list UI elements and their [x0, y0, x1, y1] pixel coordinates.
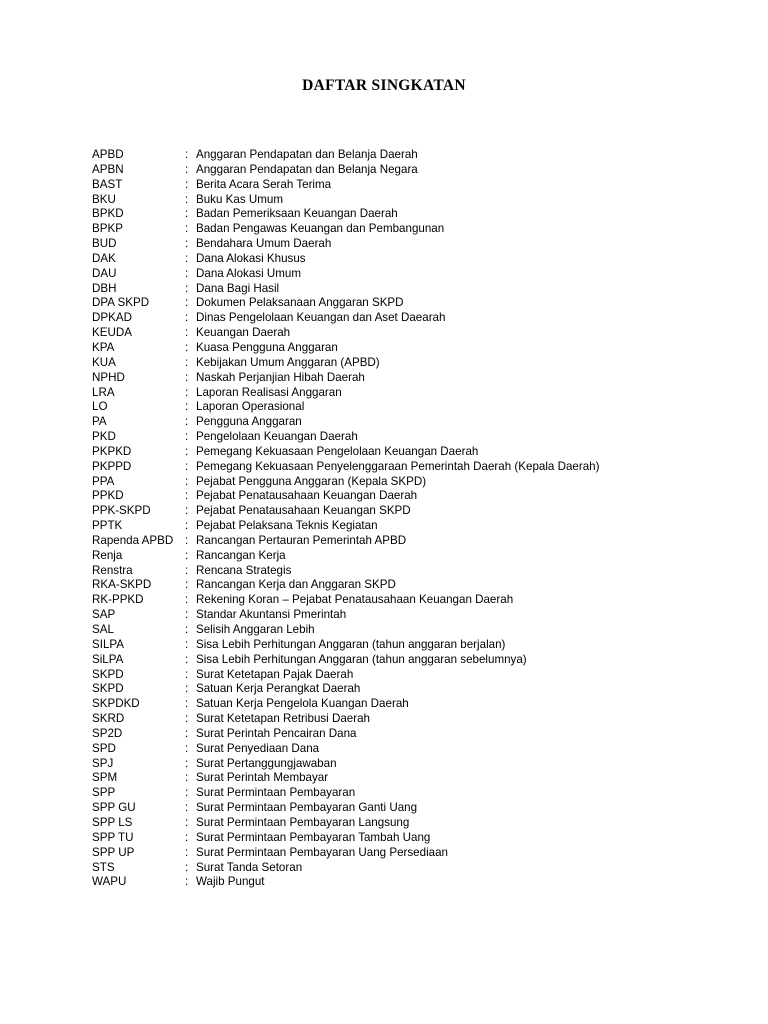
- list-item: [92, 460, 732, 475]
- separator-colon: :: [185, 726, 189, 740]
- list-item: [92, 282, 732, 297]
- abbreviation-definition: Surat Tanda Setoran: [196, 860, 303, 874]
- separator-colon: :: [185, 548, 189, 562]
- list-item: [92, 489, 732, 504]
- separator-colon: :: [185, 400, 189, 414]
- abbreviation-definition: Sisa Lebih Perhitungan Anggaran (tahun anggaran sebelumnya): [196, 652, 527, 666]
- list-item: [92, 757, 732, 772]
- abbreviation-definition: Rekening Koran – Pejabat Penatausahaan Keuangan Daerah: [196, 593, 514, 607]
- list-item: [92, 163, 732, 178]
- abbreviation-definition: Pejabat Penatausahaan Keuangan SKPD: [196, 504, 411, 518]
- abbreviation-term: DBH: [92, 281, 117, 295]
- separator-colon: :: [185, 830, 189, 844]
- separator-colon: :: [185, 326, 189, 340]
- abbreviation-term: SP2D: [92, 726, 123, 740]
- list-item: [92, 875, 732, 890]
- separator-colon: :: [185, 355, 189, 369]
- list-item: [92, 148, 732, 163]
- abbreviation-term: DPKAD: [92, 311, 132, 325]
- abbreviation-definition: Berita Acara Serah Terima: [196, 177, 332, 191]
- separator-colon: :: [185, 415, 189, 429]
- separator-colon: :: [185, 162, 189, 176]
- separator-colon: :: [185, 623, 189, 636]
- abbreviation-term: BPKD: [92, 207, 124, 221]
- abbreviation-definition: Bendahara Umum Daerah: [196, 237, 332, 251]
- abbreviation-definition: Anggaran Pendapatan dan Belanja Negara: [196, 162, 418, 176]
- list-item: [92, 296, 732, 311]
- abbreviation-definition: Naskah Perjanjian Hibah Daerah: [196, 370, 365, 384]
- list-item: [92, 415, 732, 430]
- list-item: [92, 371, 732, 386]
- abbreviation-term: SiLPA: [92, 652, 124, 666]
- abbreviation-term: KUA: [92, 355, 116, 369]
- abbreviation-term: RKA-SKPD: [92, 578, 152, 592]
- abbreviation-definition: Surat Permintaan Pembayaran Ganti Uang: [196, 801, 418, 815]
- separator-colon: :: [185, 385, 189, 399]
- abbreviation-definition: Surat Ketetapan Pajak Daerah: [196, 667, 354, 681]
- abbreviation-definition: Anggaran Pendapatan dan Belanja Daerah: [196, 148, 418, 161]
- abbreviation-term: PPKD: [92, 489, 124, 503]
- list-item: [92, 786, 732, 801]
- abbreviation-term: SPP UP: [92, 845, 135, 859]
- abbreviation-definition: Pejabat Pengguna Anggaran (Kepala SKPD): [196, 474, 427, 488]
- abbreviation-definition: Standar Akuntansi Pmerintah: [196, 608, 347, 622]
- abbreviation-definition: Kebijakan Umum Anggaran (APBD): [196, 355, 380, 369]
- separator-colon: :: [185, 875, 189, 889]
- list-item: [92, 519, 732, 534]
- list-item: [92, 697, 732, 712]
- list-item: [92, 831, 732, 846]
- list-item: [92, 861, 732, 876]
- separator-colon: :: [185, 296, 189, 310]
- abbreviation-definition: Pejabat Pelaksana Teknis Kegiatan: [196, 519, 378, 533]
- list-item: [92, 326, 732, 341]
- list-item: [92, 222, 732, 237]
- list-item: [92, 712, 732, 727]
- abbreviation-definition: Dokumen Pelaksanaan Anggaran SKPD: [196, 296, 404, 310]
- separator-colon: :: [185, 578, 189, 592]
- list-item: [92, 727, 732, 742]
- separator-colon: :: [185, 652, 189, 666]
- abbreviation-definition: Badan Pengawas Keuangan dan Pembangunan: [196, 222, 445, 236]
- abbreviation-term: SPP LS: [92, 815, 133, 829]
- separator-colon: :: [185, 786, 189, 800]
- abbreviation-definition: Keuangan Daerah: [196, 326, 291, 340]
- list-item: [92, 549, 732, 564]
- abbreviation-term: SPP: [92, 786, 116, 800]
- separator-colon: :: [185, 845, 189, 859]
- list-item: [92, 742, 732, 757]
- abbreviation-term: SILPA: [92, 637, 125, 651]
- list-item: [92, 682, 732, 697]
- separator-colon: :: [185, 281, 189, 295]
- abbreviation-definition: Surat Penyediaan Dana: [196, 741, 320, 755]
- abbreviation-definition: Satuan Kerja Pengelola Kuangan Daerah: [196, 697, 409, 711]
- abbreviation-definition: Pemegang Kekuasaan Penyelenggaraan Pemerintah Daerah (Kepala Daerah): [196, 459, 600, 473]
- abbreviation-term: KPA: [92, 340, 115, 354]
- separator-colon: :: [185, 444, 189, 458]
- abbreviation-definition: Surat Perintah Membayar: [196, 771, 329, 785]
- abbreviation-term: SAL: [92, 623, 114, 636]
- abbreviation-definition: Satuan Kerja Perangkat Daerah: [196, 682, 361, 696]
- abbreviation-definition: Pengelolaan Keuangan Daerah: [196, 430, 358, 444]
- abbreviation-term: PKD: [92, 430, 116, 444]
- abbreviation-term: Renja: [92, 548, 123, 562]
- list-item: [92, 534, 732, 549]
- separator-colon: :: [185, 563, 189, 577]
- separator-colon: :: [185, 682, 189, 696]
- separator-colon: :: [185, 860, 189, 874]
- abbreviation-term: WAPU: [92, 875, 127, 889]
- separator-colon: :: [185, 192, 189, 206]
- list-item: [92, 608, 732, 623]
- list-item: [92, 623, 732, 638]
- list-item: [92, 207, 732, 222]
- abbreviation-definition: Kuasa Pengguna Anggaran: [196, 340, 338, 354]
- abbreviation-term: SKPDKD: [92, 697, 140, 711]
- separator-colon: :: [185, 771, 189, 785]
- abbreviation-term: NPHD: [92, 370, 125, 384]
- abbreviation-definition: Rancangan Kerja dan Anggaran SKPD: [196, 578, 396, 592]
- list-item: [92, 356, 732, 371]
- abbreviation-term: PPTK: [92, 519, 123, 533]
- list-item: [92, 193, 732, 208]
- abbreviation-term: SKPD: [92, 682, 124, 696]
- abbreviation-definition: Pengguna Anggaran: [196, 415, 302, 429]
- separator-colon: :: [185, 815, 189, 829]
- separator-colon: :: [185, 489, 189, 503]
- abbreviation-definition: Surat Pertanggungjawaban: [196, 756, 337, 770]
- abbreviation-definition: Sisa Lebih Perhitungan Anggaran (tahun anggaran berjalan): [196, 637, 506, 651]
- abbreviation-definition: Dana Bagi Hasil: [196, 281, 280, 295]
- list-item: [92, 578, 732, 593]
- abbreviation-definition: Surat Permintaan Pembayaran Tambah Uang: [196, 830, 431, 844]
- abbreviation-term: PKPPD: [92, 459, 132, 473]
- abbreviation-term: STS: [92, 860, 115, 874]
- list-item: [92, 846, 732, 861]
- abbreviation-definition: Surat Permintaan Pembayaran Uang Persediaan: [196, 845, 448, 859]
- separator-colon: :: [185, 593, 189, 607]
- abbreviation-term: PKPKD: [92, 444, 132, 458]
- abbreviation-term: SAP: [92, 608, 116, 622]
- abbreviation-definition: Surat Ketetapan Retribusi Daerah: [196, 712, 371, 726]
- abbreviation-term: PA: [92, 415, 107, 429]
- list-item: [92, 237, 732, 252]
- list-item: [92, 564, 732, 579]
- separator-colon: :: [185, 370, 189, 384]
- list-item: [92, 638, 732, 653]
- abbreviation-term: SPM: [92, 771, 118, 785]
- separator-colon: :: [185, 237, 189, 251]
- abbreviation-term: SPJ: [92, 756, 114, 770]
- separator-colon: :: [185, 340, 189, 354]
- abbreviation-term: DAK: [92, 251, 116, 265]
- abbreviation-definition: Dana Alokasi Umum: [196, 266, 302, 280]
- abbreviation-term: KEUDA: [92, 326, 132, 340]
- separator-colon: :: [185, 697, 189, 711]
- list-item: [92, 341, 732, 356]
- list-item: [92, 801, 732, 816]
- list-item: [92, 178, 732, 193]
- separator-colon: :: [185, 519, 189, 533]
- abbreviation-term: SPD: [92, 741, 116, 755]
- abbreviation-definition: Rancangan Kerja: [196, 548, 286, 562]
- separator-colon: :: [185, 741, 189, 755]
- abbreviation-term: DPA SKPD: [92, 296, 150, 310]
- separator-colon: :: [185, 533, 189, 547]
- abbreviation-term: SKPD: [92, 667, 124, 681]
- separator-colon: :: [185, 148, 189, 161]
- abbreviation-term: DAU: [92, 266, 117, 280]
- abbreviation-definition: Laporan Operasional: [196, 400, 305, 414]
- separator-colon: :: [185, 177, 189, 191]
- abbreviation-definition: Buku Kas Umum: [196, 192, 283, 206]
- abbreviation-term: APBD: [92, 148, 124, 161]
- separator-colon: :: [185, 637, 189, 651]
- abbreviation-term: BUD: [92, 237, 117, 251]
- abbreviation-term: LO: [92, 400, 108, 414]
- abbreviation-definition: Rencana Strategis: [196, 563, 292, 577]
- abbreviation-definition: Pejabat Penatausahaan Keuangan Daerah: [196, 489, 418, 503]
- list-item: [92, 311, 732, 326]
- separator-colon: :: [185, 459, 189, 473]
- separator-colon: :: [185, 667, 189, 681]
- separator-colon: :: [185, 474, 189, 488]
- abbreviation-term: BAST: [92, 177, 123, 191]
- list-item: [92, 445, 732, 460]
- abbreviation-list: [92, 148, 732, 890]
- list-item: [92, 771, 732, 786]
- list-item: [92, 400, 732, 415]
- abbreviation-definition: Badan Pemeriksaan Keuangan Daerah: [196, 207, 398, 221]
- separator-colon: :: [185, 430, 189, 444]
- abbreviation-term: RK-PPKD: [92, 593, 144, 607]
- list-item: [92, 267, 732, 282]
- abbreviation-definition: Laporan Realisasi Anggaran: [196, 385, 342, 399]
- abbreviation-term: APBN: [92, 162, 124, 176]
- abbreviation-term: BPKP: [92, 222, 123, 236]
- separator-colon: :: [185, 207, 189, 221]
- list-item: [92, 816, 732, 831]
- separator-colon: :: [185, 801, 189, 815]
- separator-colon: :: [185, 608, 189, 622]
- abbreviation-definition: Selisih Anggaran Lebih: [196, 623, 315, 636]
- abbreviation-term: Rapenda APBD: [92, 533, 174, 547]
- list-item: [92, 386, 732, 401]
- abbreviation-definition: Surat Perintah Pencairan Dana: [196, 726, 357, 740]
- abbreviation-term: SPP TU: [92, 830, 134, 844]
- abbreviation-definition: Dinas Pengelolaan Keuangan dan Aset Daearah: [196, 311, 446, 325]
- abbreviation-term: LRA: [92, 385, 115, 399]
- abbreviation-definition: Pemegang Kekuasaan Pengelolaan Keuangan Daerah: [196, 444, 479, 458]
- page-title: DAFTAR SINGKATAN: [302, 77, 466, 94]
- separator-colon: :: [185, 266, 189, 280]
- abbreviation-definition: Surat Permintaan Pembayaran: [196, 786, 356, 800]
- abbreviation-term: PPK-SKPD: [92, 504, 151, 518]
- abbreviation-definition: Surat Permintaan Pembayaran Langsung: [196, 815, 410, 829]
- list-item: [92, 504, 732, 519]
- separator-colon: :: [185, 504, 189, 518]
- list-item: [92, 668, 732, 683]
- abbreviation-definition: Rancangan Pertauran Pemerintah APBD: [196, 533, 407, 547]
- abbreviation-definition: Wajib Pungut: [196, 875, 265, 889]
- separator-colon: :: [185, 756, 189, 770]
- list-item: [92, 653, 732, 668]
- abbreviation-term: SKRD: [92, 712, 125, 726]
- abbreviation-definition: Dana Alokasi Khusus: [196, 251, 306, 265]
- list-item: [92, 593, 732, 608]
- abbreviation-term: Renstra: [92, 563, 133, 577]
- list-item: [92, 252, 732, 267]
- abbreviation-term: BKU: [92, 192, 116, 206]
- list-item: [92, 430, 732, 445]
- separator-colon: :: [185, 251, 189, 265]
- separator-colon: :: [185, 222, 189, 236]
- separator-colon: :: [185, 712, 189, 726]
- abbreviation-term: SPP GU: [92, 801, 136, 815]
- list-item: [92, 475, 732, 490]
- abbreviation-term: PPA: [92, 474, 115, 488]
- separator-colon: :: [185, 311, 189, 325]
